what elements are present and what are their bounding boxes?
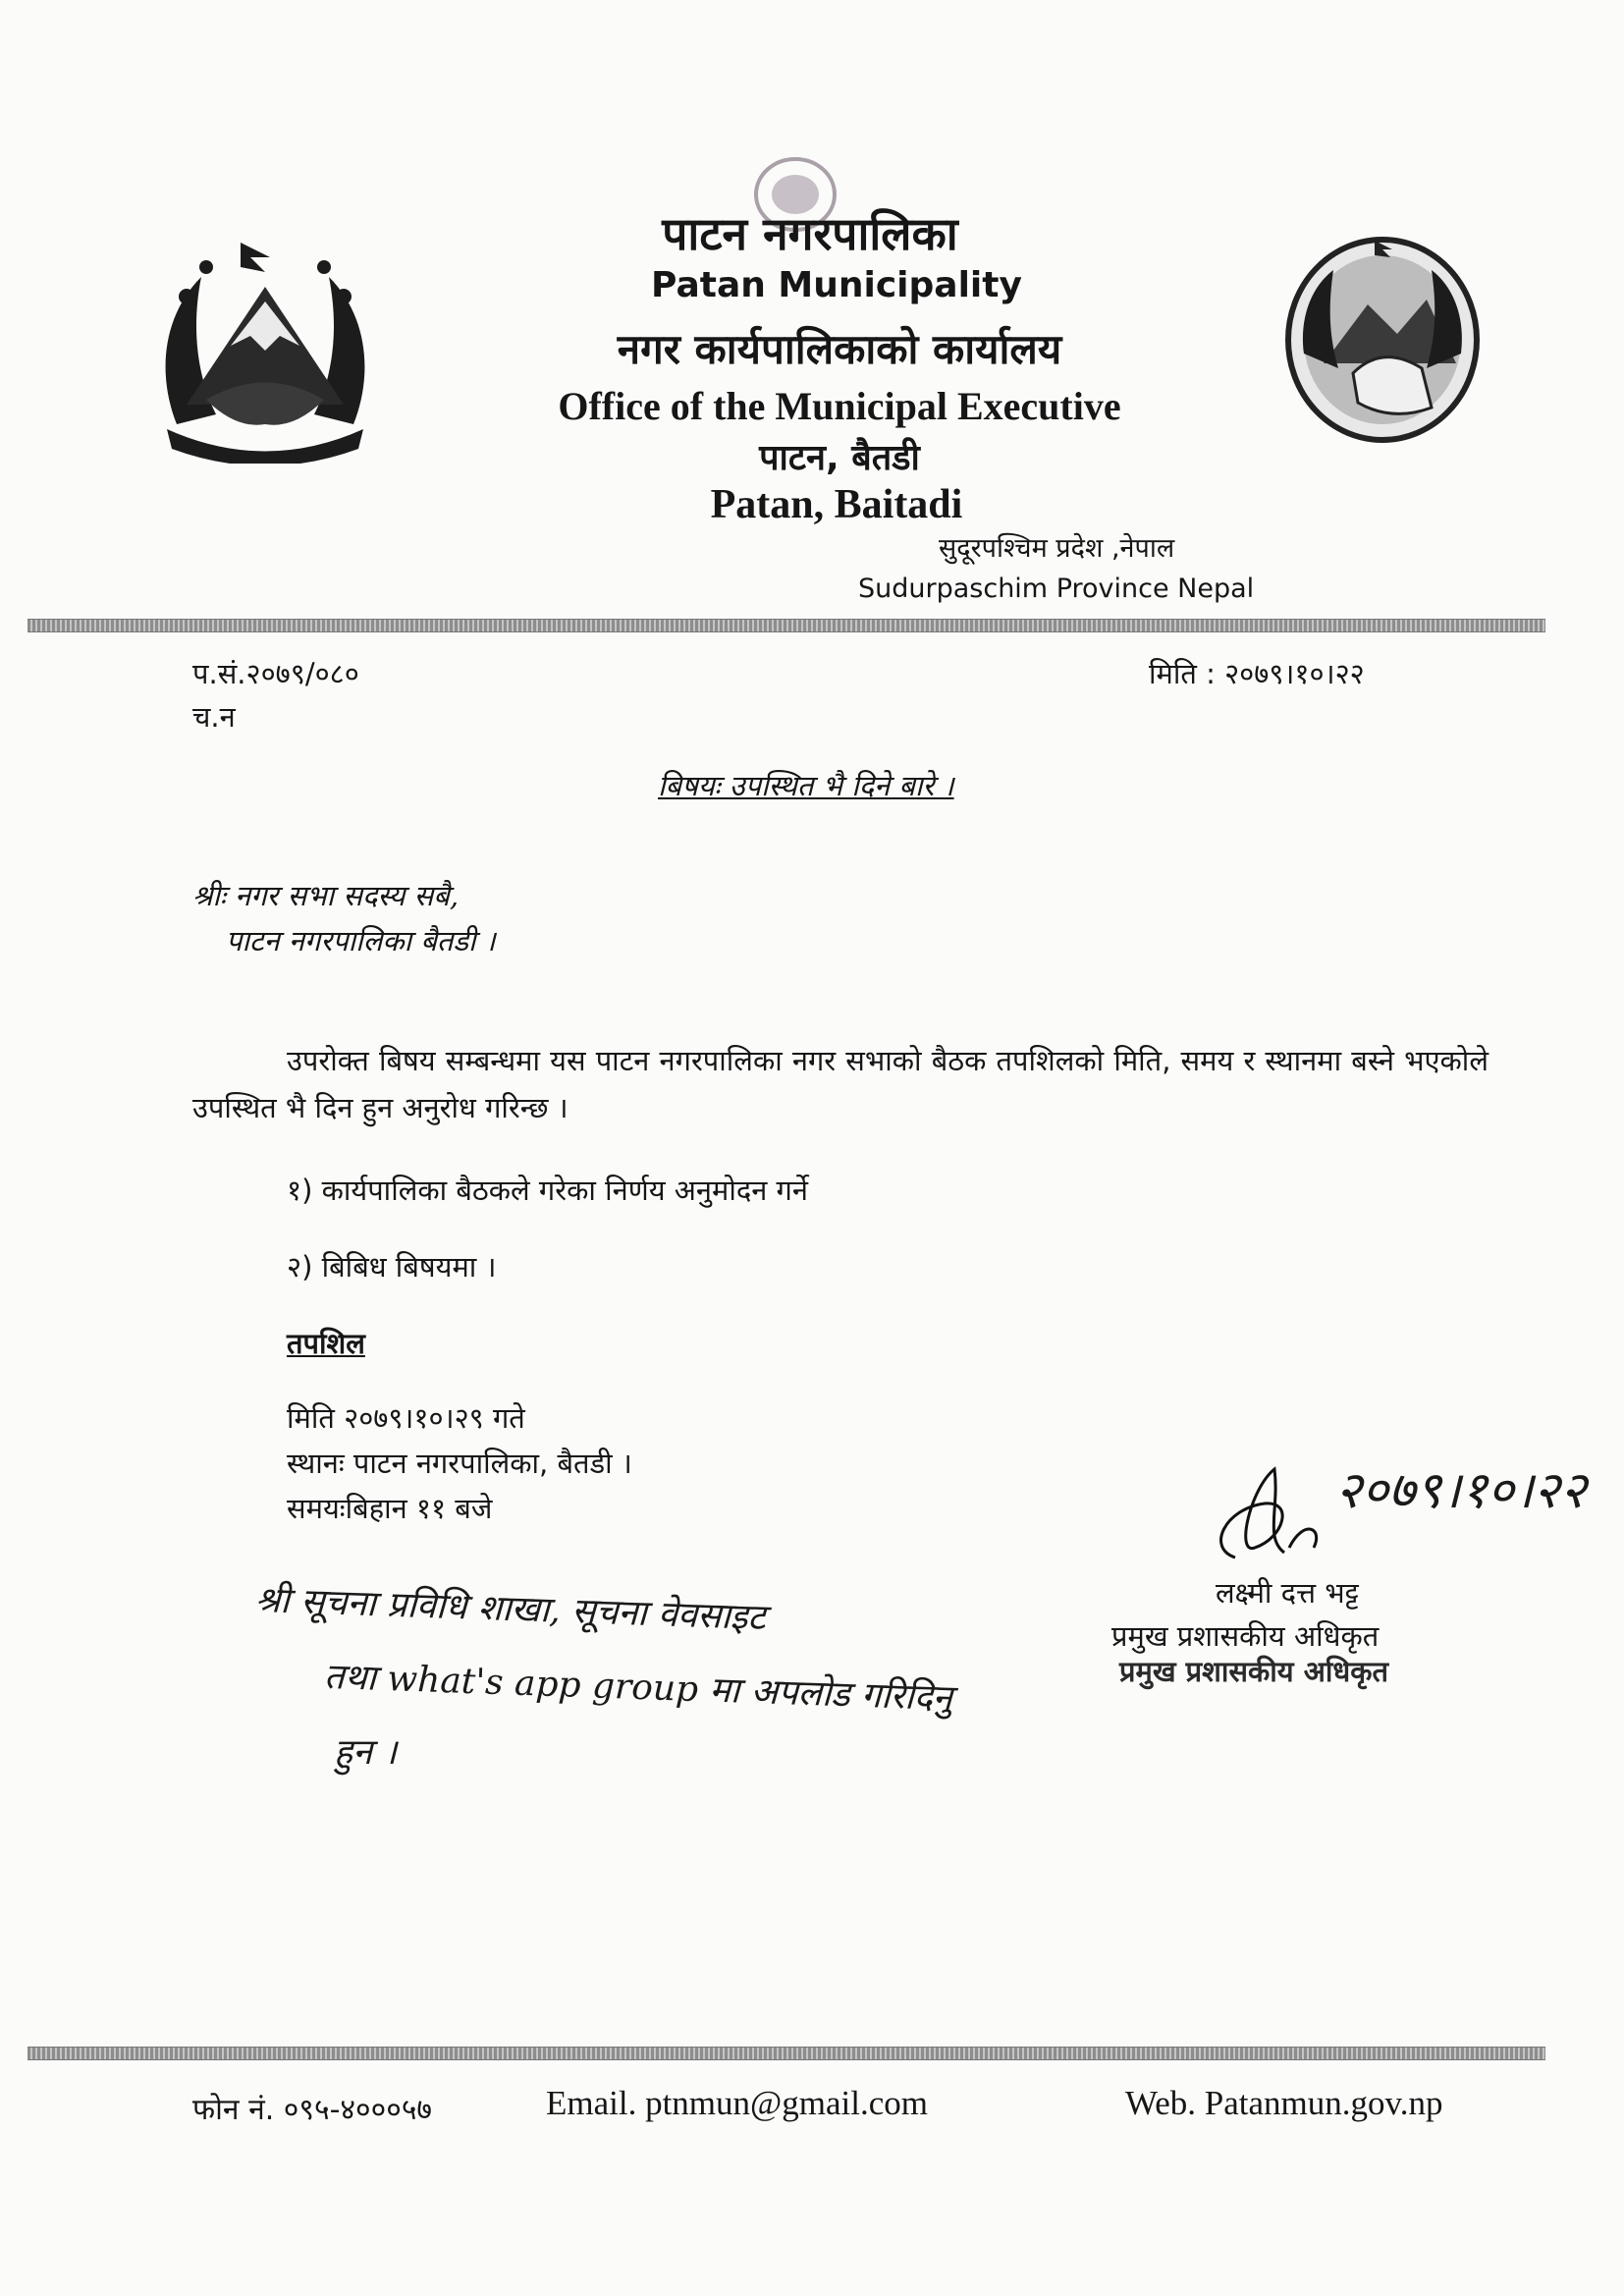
header-place-ne: पाटन, बैतडी xyxy=(759,438,920,478)
signatory-title: प्रमुख प्रशासकीय अधिकृत xyxy=(1111,1619,1380,1653)
letter-subject: बिषयः उपस्थित भै दिने बारे । xyxy=(658,769,954,802)
letter-date: मिति : २०७९।१०।२२ xyxy=(1149,657,1365,690)
body-paragraph: उपरोक्त बिषय सम्बन्धमा यस पाटन नगरपालिका नगर सभाको बैठक तपशिलको मिति, समय र स्थानमा बस्ने भएकोले उपस्थित भै दिन हुन अनुरोध गरिन्छ । xyxy=(192,1044,1489,1124)
footer-email[interactable]: Email. ptnmun@gmail.com xyxy=(546,2084,928,2122)
schedule-time: समयःबिहान ११ बजे xyxy=(287,1492,493,1525)
footer-phone: फोन नं. ०९५-४०००५७ xyxy=(192,2093,433,2127)
handwritten-date: २०७९।१०।२२ xyxy=(1335,1461,1587,1520)
schedule-place: स्थानः पाटन नगरपालिका, बैतडी । xyxy=(287,1447,632,1480)
signatory-name: लक्ष्मी दत्त भट्ट xyxy=(1216,1576,1359,1610)
header-divider xyxy=(27,619,1545,632)
header-office-ne: नगर कार्यपालिकाको कार्यालय xyxy=(617,325,1062,373)
addressee-line2: पाटन नगरपालिका बैतडी । xyxy=(226,924,496,957)
addressee-line1: श्रीः नगर सभा सदस्य सबै, xyxy=(192,879,460,912)
agenda-item-2: २) बिबिध बिषयमा । xyxy=(287,1250,497,1284)
agenda-item-1: १) कार्यपालिका बैठकले गरेका निर्णय अनुमोदन गर्ने xyxy=(287,1174,808,1207)
letter-number: प.सं.२०७९/०८० xyxy=(192,657,359,690)
footer-divider xyxy=(27,2047,1545,2060)
handwritten-note-line1: श्री सूचना प्रविधि शाखा, सूचना वेवसाइट xyxy=(254,1579,767,1639)
dispatch-number: च.न xyxy=(192,700,236,734)
header-province-ne: सुदूरपश्चिम प्रदेश ,नेपाल xyxy=(939,533,1175,564)
signatory-stamp: प्रमुख प्रशासकीय अधिकृत xyxy=(1119,1655,1389,1688)
schedule-date: मिति २०७९।१०।२९ गते xyxy=(287,1401,525,1435)
header-place-en: Patan, Baitadi xyxy=(710,482,963,527)
header-province-en: Sudurpaschim Province Nepal xyxy=(858,574,1255,604)
footer-web[interactable]: Web. Patanmun.gov.np xyxy=(1125,2084,1443,2122)
header-office-en: Office of the Municipal Executive xyxy=(558,384,1121,428)
handwritten-note-line3: हुन । xyxy=(334,1732,398,1773)
header-title-ne: पाटन नगरपालिका xyxy=(662,207,958,260)
handwritten-note-line2: तथा what's app group मा अपलोड गरिदिनु xyxy=(323,1656,953,1720)
schedule-heading: तपशिल xyxy=(287,1327,365,1360)
header-title-en: Patan Municipality xyxy=(651,265,1022,305)
